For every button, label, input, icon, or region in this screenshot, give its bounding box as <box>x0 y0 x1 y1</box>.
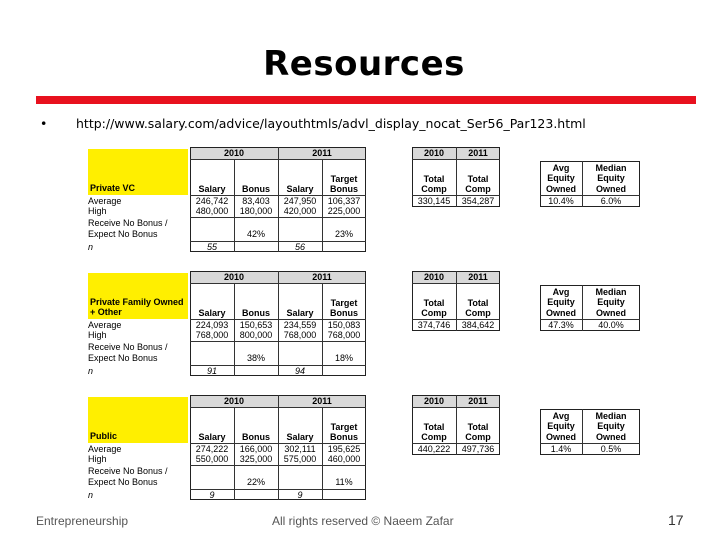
sample-size-2011: 9 <box>297 490 303 500</box>
total-comp-2010-header: 2010 <box>423 396 445 406</box>
high-value: 480,000 <box>195 206 229 216</box>
high-value: 325,000 <box>239 454 273 464</box>
total-comp-2011-header: 2011 <box>468 272 488 282</box>
no-bonus-2011: 11% <box>335 477 353 487</box>
average-value: 83,403 <box>242 196 270 206</box>
avg-equity-label: Avg <box>552 163 570 173</box>
row-label-receive: Receive No Bonus / <box>88 466 168 476</box>
average-value: 150,083 <box>327 320 361 330</box>
sample-size-2011: 94 <box>294 366 305 376</box>
average-value: 234,559 <box>283 320 317 330</box>
col-bonus-2010: Bonus <box>242 184 270 194</box>
col-target-bonus: Bonus <box>330 184 358 194</box>
comp-label: Comp <box>465 184 491 194</box>
avg-equity-label: Owned <box>545 432 576 442</box>
average-value: 302,111 <box>284 444 316 454</box>
total-label: Total <box>423 174 445 184</box>
comp-label: Comp <box>421 308 447 318</box>
high-value: 768,000 <box>195 330 229 340</box>
total-comp-value: 384,642 <box>461 320 495 330</box>
row-label-high: High <box>88 330 107 340</box>
row-label-expect: Expect No Bonus <box>88 477 158 487</box>
col-target-bonus: Bonus <box>330 308 358 318</box>
average-value: 224,093 <box>195 320 229 330</box>
avg-equity-value: 47.3% <box>548 320 574 330</box>
avg-equity-label: Owned <box>545 184 576 194</box>
high-value: 800,000 <box>239 330 273 340</box>
col-target-label: Target <box>330 422 358 432</box>
bullet-icon: • <box>40 116 48 131</box>
high-value: 768,000 <box>327 330 361 340</box>
row-label-n: n <box>88 242 94 252</box>
total-label: Total <box>467 422 489 432</box>
row-label-high: High <box>88 206 107 216</box>
avg-equity-value: 1.4% <box>550 444 572 454</box>
no-bonus-2011: 18% <box>334 353 353 363</box>
no-bonus-2010: 38% <box>246 353 265 363</box>
median-equity-label: Equity <box>597 173 625 183</box>
average-value: 247,950 <box>283 196 317 206</box>
average-value: 106,337 <box>327 196 361 206</box>
row-label-receive: Receive No Bonus / <box>88 218 168 228</box>
year-2010-header: 2010 <box>223 148 245 158</box>
avg-equity-label: Avg <box>552 287 570 297</box>
median-equity-value: 0.5% <box>600 444 622 454</box>
high-value: 768,000 <box>283 330 317 340</box>
year-2011-header: 2011 <box>312 148 332 158</box>
footer-course: Entrepreneurship <box>36 514 129 528</box>
category-label: + Other <box>90 307 122 317</box>
row-label-n: n <box>88 366 94 376</box>
col-salary-2011: Salary <box>286 308 314 318</box>
total-comp-value: 354,287 <box>461 196 495 206</box>
median-equity-label: Owned <box>595 432 626 442</box>
col-target-bonus: Bonus <box>330 432 358 442</box>
category-label: Public <box>90 431 118 441</box>
total-comp-2011-header: 2011 <box>468 148 488 158</box>
col-bonus-2010: Bonus <box>242 308 270 318</box>
sample-size-2011: 56 <box>294 242 305 252</box>
page-number: 17 <box>668 512 684 528</box>
row-label-average: Average <box>88 196 122 206</box>
slide-title: Resources <box>263 44 465 84</box>
avg-equity-label: Equity <box>547 173 575 183</box>
comp-label: Comp <box>421 184 447 194</box>
median-equity-label: Owned <box>595 184 626 194</box>
no-bonus-2010: 22% <box>246 477 265 487</box>
category-label: Private VC <box>90 183 136 193</box>
year-2010-header: 2010 <box>223 396 245 406</box>
title-rule <box>36 96 696 104</box>
total-comp-value: 330,145 <box>417 196 451 206</box>
comp-label: Comp <box>465 432 491 442</box>
avg-equity-value: 10.4% <box>548 196 574 206</box>
median-equity-label: Owned <box>595 308 626 318</box>
total-comp-2010-header: 2010 <box>423 272 445 282</box>
col-salary-2011: Salary <box>286 184 314 194</box>
comp-label: Comp <box>421 432 447 442</box>
total-label: Total <box>423 298 445 308</box>
total-label: Total <box>423 422 445 432</box>
col-salary-2010: Salary <box>198 184 226 194</box>
no-bonus-2010: 42% <box>246 229 265 239</box>
col-target-label: Target <box>330 298 358 308</box>
year-2011-header: 2011 <box>312 272 332 282</box>
high-value: 420,000 <box>283 206 317 216</box>
total-label: Total <box>467 298 489 308</box>
total-comp-value: 440,222 <box>417 444 451 454</box>
high-value: 460,000 <box>327 454 361 464</box>
high-value: 550,000 <box>195 454 229 464</box>
high-value: 180,000 <box>239 206 273 216</box>
average-value: 150,653 <box>239 320 273 330</box>
sample-size-2010: 55 <box>206 242 217 252</box>
col-salary-2010: Salary <box>198 432 226 442</box>
col-salary-2011: Salary <box>286 432 314 442</box>
sample-size-2010: 9 <box>209 490 215 500</box>
row-label-high: High <box>88 454 107 464</box>
average-value: 274,222 <box>195 444 229 454</box>
category-label: Private Family Owned <box>90 297 184 307</box>
median-equity-label: Median <box>595 287 627 297</box>
median-equity-value: 40.0% <box>598 320 624 330</box>
total-comp-value: 374,746 <box>417 320 451 330</box>
high-value: 575,000 <box>283 454 317 464</box>
row-label-receive: Receive No Bonus / <box>88 342 168 352</box>
average-value: 195,625 <box>327 444 361 454</box>
resource-url-link[interactable]: http://www.salary.com/advice/layouthtmls/advl_display_nocat_Ser56_Par123.html <box>76 116 586 131</box>
total-comp-2010-header: 2010 <box>423 148 445 158</box>
high-value: 225,000 <box>327 206 361 216</box>
median-equity-label: Median <box>595 163 627 173</box>
median-equity-value: 6.0% <box>600 196 622 206</box>
footer-copyright: All rights reserved © Naeem Zafar <box>272 514 454 528</box>
total-comp-value: 497,736 <box>461 444 495 454</box>
median-equity-label: Equity <box>597 297 625 307</box>
median-equity-label: Median <box>595 411 627 421</box>
comp-label: Comp <box>465 308 491 318</box>
avg-equity-label: Equity <box>547 297 575 307</box>
row-label-expect: Expect No Bonus <box>88 229 158 239</box>
average-value: 246,742 <box>195 196 229 206</box>
total-comp-2011-header: 2011 <box>468 396 488 406</box>
year-2011-header: 2011 <box>312 396 332 406</box>
col-bonus-2010: Bonus <box>242 432 270 442</box>
total-label: Total <box>467 174 489 184</box>
row-label-average: Average <box>88 320 122 330</box>
no-bonus-2011: 23% <box>334 229 353 239</box>
col-target-label: Target <box>330 174 358 184</box>
row-label-expect: Expect No Bonus <box>88 353 158 363</box>
median-equity-label: Equity <box>597 421 625 431</box>
year-2010-header: 2010 <box>223 272 245 282</box>
avg-equity-label: Avg <box>552 411 570 421</box>
row-label-average: Average <box>88 444 122 454</box>
avg-equity-label: Owned <box>545 308 576 318</box>
avg-equity-label: Equity <box>547 421 575 431</box>
col-salary-2010: Salary <box>198 308 226 318</box>
average-value: 166,000 <box>239 444 273 454</box>
sample-size-2010: 91 <box>206 366 217 376</box>
row-label-n: n <box>88 490 94 500</box>
